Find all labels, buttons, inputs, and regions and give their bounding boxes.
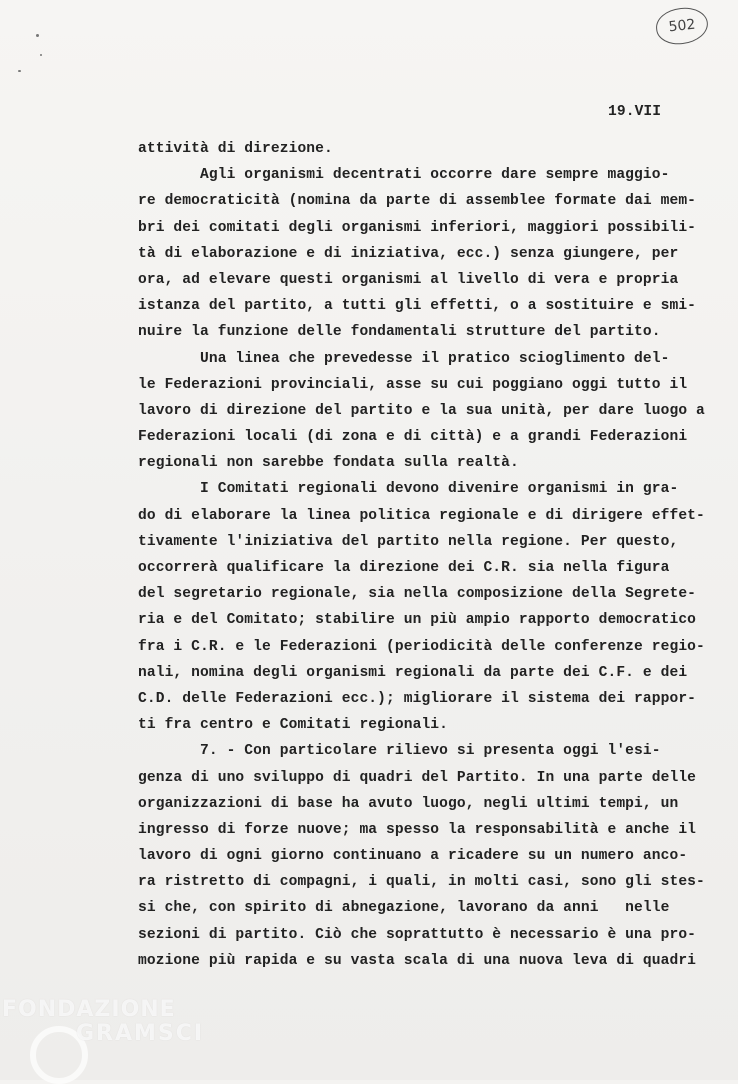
text-line: ora, ad elevare questi organismi al livello di vera e propria xyxy=(138,271,679,288)
text-line: Una linea che prevedesse il pratico scioglimento del- xyxy=(138,350,670,367)
typed-body-text xyxy=(138,136,718,974)
ink-speck xyxy=(18,70,21,72)
text-line: ti fra centro e Comitati regionali. xyxy=(138,717,449,734)
text-line: tà di elaborazione e di iniziativa, ecc.) senza giungere, per xyxy=(138,245,679,262)
text-line: organizzazioni di base ha avuto luogo, negli ultimi tempi, un xyxy=(138,795,679,812)
text-line: nuire la funzione delle fondamentali strutture del partito. xyxy=(138,324,661,341)
text-line: le Federazioni provinciali, asse su cui poggiano oggi tutto il xyxy=(138,376,688,393)
ink-speck xyxy=(40,54,42,56)
text-line: attività di direzione. xyxy=(138,141,333,157)
text-line: C.D. delle Federazioni ecc.); migliorare il sistema dei rappor- xyxy=(138,690,697,707)
watermark xyxy=(2,998,204,1046)
text-line: Federazioni locali (di zona e di città) e a grandi Federazioni xyxy=(138,429,688,446)
text-line: fra i C.R. e le Federazioni (periodicità delle conferenze regio- xyxy=(138,638,705,655)
text-line: nali, nomina degli organismi regionali da parte dei C.F. e dei xyxy=(138,664,688,681)
text-line: del segretario regionale, sia nella composizione della Segrete- xyxy=(138,586,697,603)
archive-number-stamp: 502 xyxy=(654,5,709,46)
text-line: tivamente l'iniziativa del partito nella regione. Per questo, xyxy=(138,533,679,550)
ink-speck xyxy=(36,34,39,37)
text-line: istanza del partito, a tutti gli effetti, o a sostituire e smi- xyxy=(138,298,697,315)
text-line: sezioni di partito. Ciò che soprattutto è necessario è una pro- xyxy=(138,926,697,943)
page-number: 19.VII xyxy=(608,104,662,120)
text-line: lavoro di direzione del partito e la sua unità, per dare luogo a xyxy=(138,402,705,419)
text-line: do di elaborare la linea politica regionale e di dirigere effet- xyxy=(138,507,705,524)
text-line: mozione più rapida e su vasta scala di una nuova leva di quadri xyxy=(138,952,697,969)
text-line: regionali non sarebbe fondata sulla realtà. xyxy=(138,455,519,472)
text-line: 7. - Con particolare rilievo si presenta oggi l'esi- xyxy=(138,743,661,760)
text-line: Agli organismi decentrati occorre dare sempre maggio- xyxy=(138,167,670,184)
watermark-line-2: GRAMSCI xyxy=(76,1021,205,1046)
watermark-line-1: FONDAZIONE xyxy=(2,997,176,1022)
text-line: lavoro di ogni giorno continuano a ricadere su un numero anco- xyxy=(138,848,688,865)
text-line: ingresso di forze nuove; ma spesso la responsabilità e anche il xyxy=(138,821,697,838)
text-line: ria e del Comitato; stabilire un più ampio rapporto democratico xyxy=(138,612,697,629)
text-line: I Comitati regionali devono divenire organismi in gra- xyxy=(138,481,679,498)
text-line: ra ristretto di compagni, i quali, in molti casi, sono gli stes- xyxy=(138,874,705,891)
text-line: bri dei comitati degli organismi inferiori, maggiori possibili- xyxy=(138,219,697,236)
text-line: occorrerà qualificare la direzione dei C.R. sia nella figura xyxy=(138,560,670,576)
text-line: genza di uno sviluppo di quadri del Partito. In una parte delle xyxy=(138,769,697,786)
text-line: re democraticità (nomina da parte di assemblee formate dai mem- xyxy=(138,193,697,210)
text-line: si che, con spirito di abnegazione, lavorano da anni nelle xyxy=(138,900,670,917)
